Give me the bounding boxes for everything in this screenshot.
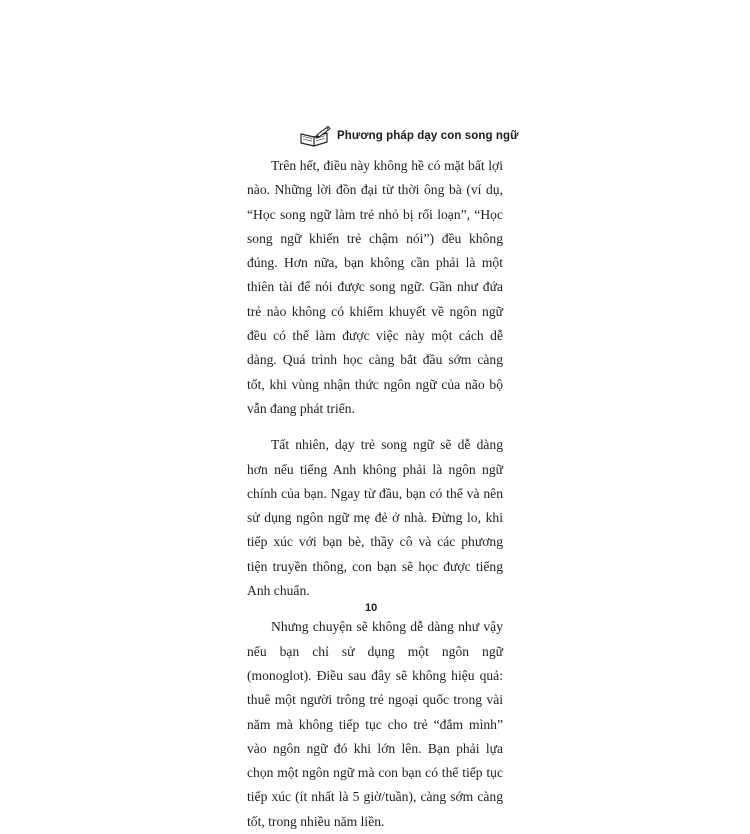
paragraph-2: Tất nhiên, dạy trẻ song ngữ sẽ dễ dàng hơn nếu tiếng Anh không phải là ngôn ngữ chính của bạn. Ngay từ đầu, bạn có thể và nên sử dụng ngôn ngữ mẹ đẻ ở nhà. Đừng lo, khi tiếp xúc với bạn bè, thầy cô và các phương tiện truyền thông, con bạn sẽ học được tiếng Anh chuẩn.	[247, 437, 503, 599]
paragraph-1: Trên hết, điều này không hề có mặt bất lợi nào. Những lời đồn đại từ thời ông bà (ví dụ, “Học song ngữ làm trẻ nhỏ bị rối loạn”, “Học song ngữ khiến trẻ chậm nói”) đều không đúng. Hơn nữa, bạn không cần phải là một thiên tài để nói được song ngữ. Gần như đứa trẻ nào không có khiếm khuyết về ngôn ngữ đều có thể làm được việc này một cách dễ dàng. Quá trình học càng bắt đầu sớm càng tốt, khi vùng nhận thức ngôn ngữ của não bộ vẫn đang phát triển.	[247, 158, 503, 416]
running-header	[299, 124, 519, 148]
running-header-title: Phương pháp dạy con song ngữ	[337, 130, 519, 142]
book-pencil-icon	[299, 125, 331, 147]
page-number: 10	[365, 602, 378, 614]
paragraph-3: Nhưng chuyện sẽ không dễ dàng như vậy nếu bạn chỉ sử dụng một ngôn ngữ (monoglot). Điều sau đây sẽ không hiệu quả: thuê một người trông trẻ ngoại quốc trong vài năm mà không tiếp tục cho trẻ “đắm mình” vào ngôn ngữ đó khi lớn lên. Bạn phải lựa chọn một ngôn ngữ mà con bạn có thể tiếp tục tiếp xúc (ít nhất là 5 giờ/tuần), càng sớm càng tốt, trong nhiều năm liền.	[247, 619, 503, 829]
body-text	[247, 154, 503, 834]
